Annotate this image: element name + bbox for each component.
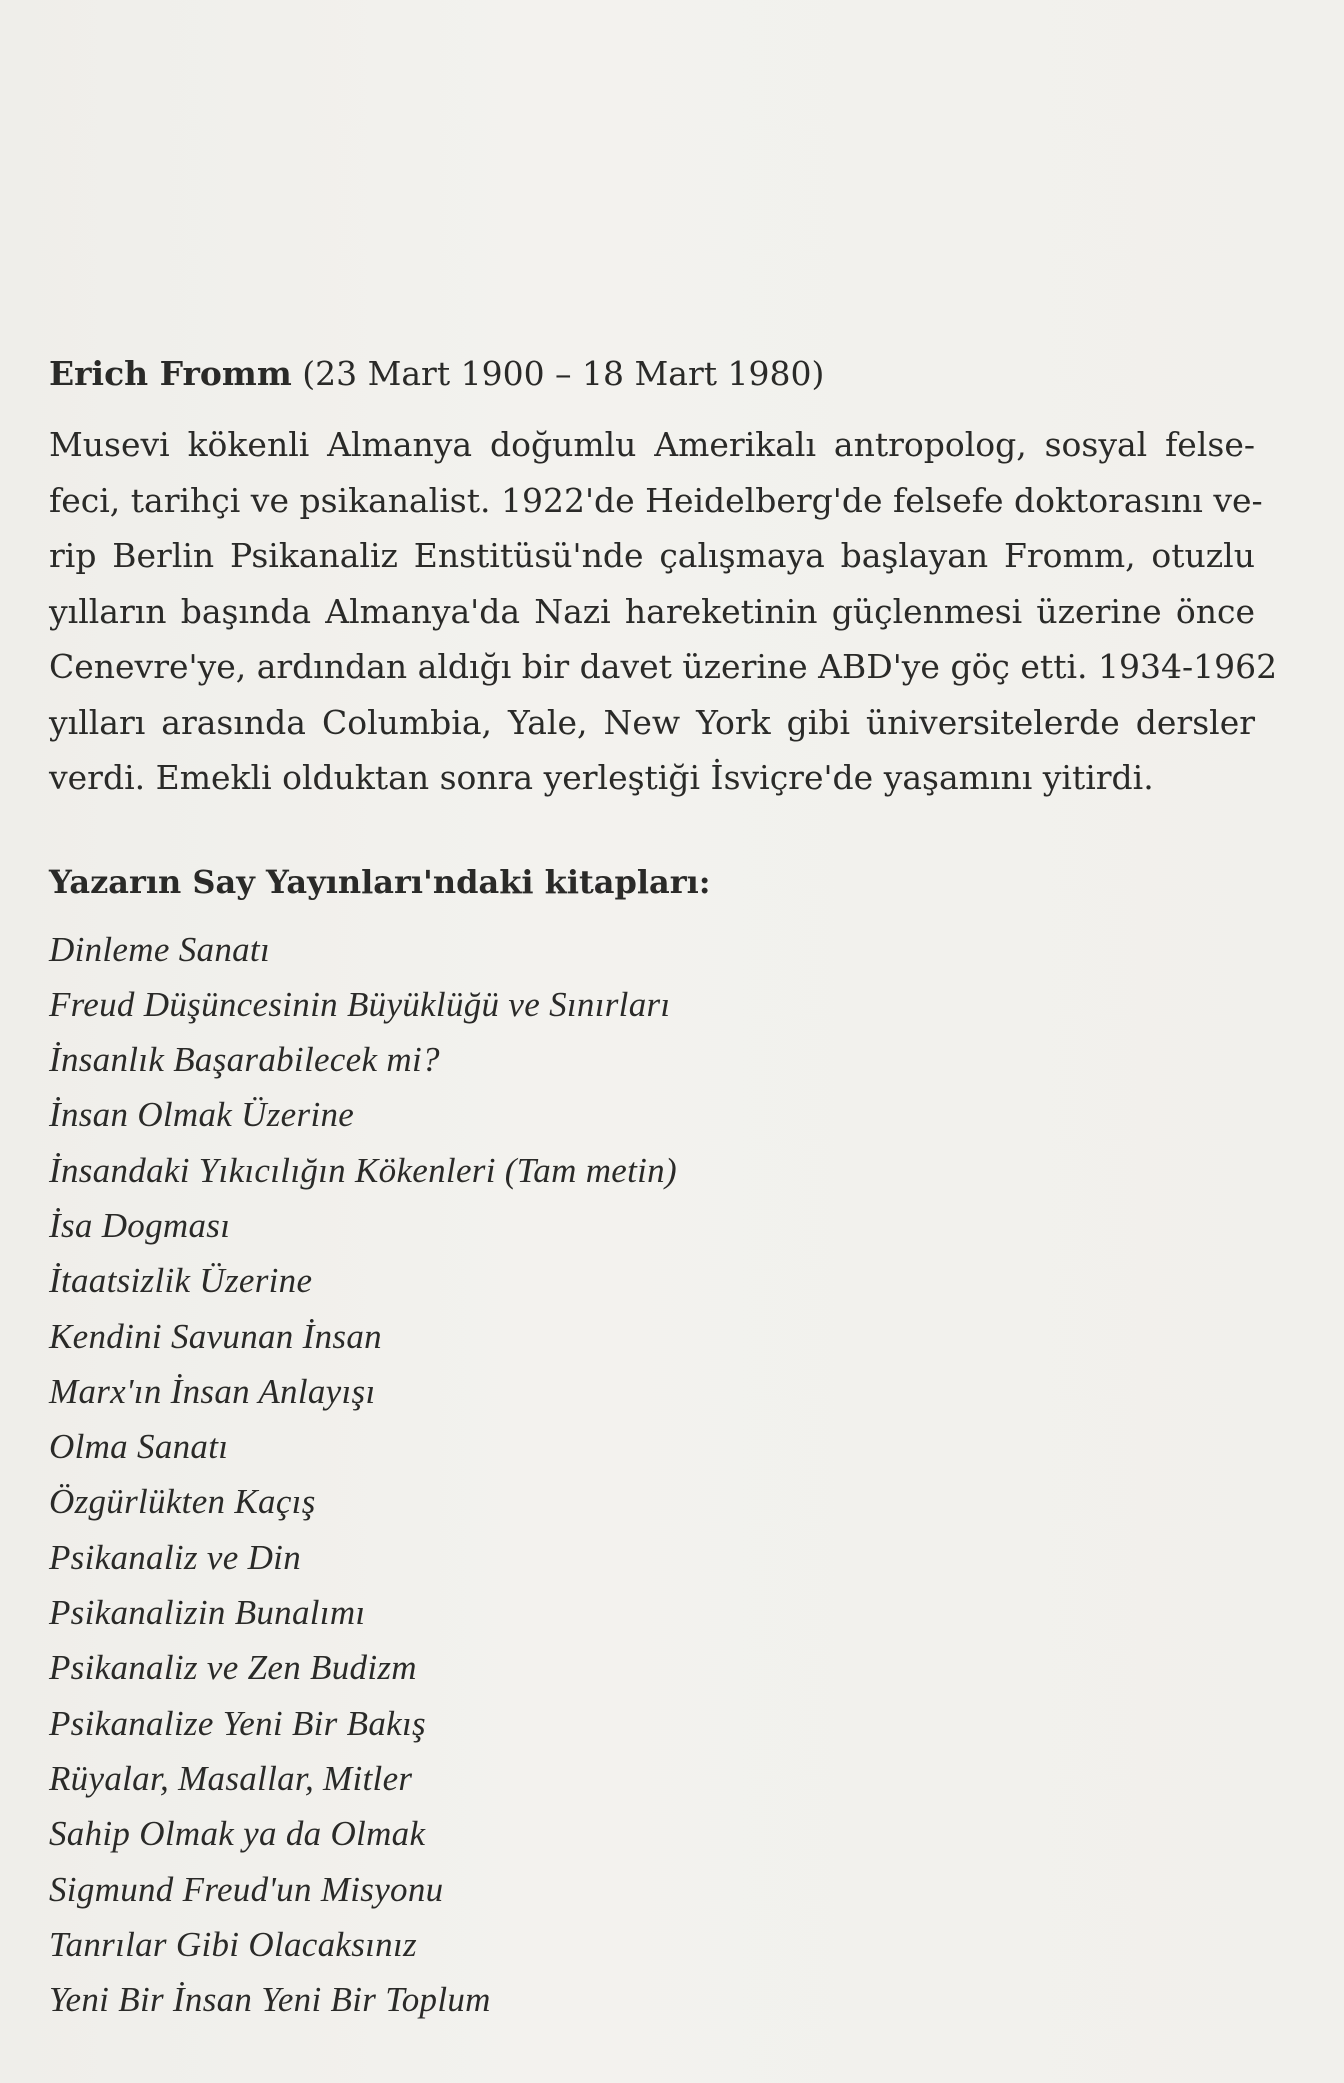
book-title: Sahip Olmak ya da Olmak bbox=[49, 1814, 426, 1854]
bio-line: Musevi kökenli Almanya doğumlu Amerikalı antropolog, sosyal felse- bbox=[49, 425, 1255, 464]
bio-line: Cenevre'ye, ardından aldığı bir davet üzerine ABD'ye göç etti. 1934-1962 bbox=[49, 647, 1278, 686]
book-title: Dinleme Sanatı bbox=[49, 929, 270, 969]
book-title: Tanrılar Gibi Olacaksınız bbox=[49, 1924, 417, 1964]
book-title: İnsandaki Yıkıcılığın Kökenleri (Tam metin) bbox=[49, 1150, 677, 1190]
book-title: Olma Sanatı bbox=[49, 1427, 229, 1467]
book-title: İtaatsizlik Üzerine bbox=[49, 1261, 313, 1301]
book-list bbox=[49, 922, 1255, 2028]
book-title: İnsanlık Başarabilecek mi? bbox=[49, 1040, 440, 1080]
book-title: Psikanalizin Bunalımı bbox=[49, 1593, 366, 1633]
book-title: Özgürlükten Kaçış bbox=[49, 1482, 316, 1522]
book-title: Sigmund Freud'un Misyonu bbox=[49, 1869, 444, 1909]
author-name: Erich Fromm bbox=[49, 354, 292, 393]
bio-line: verdi. Emekli olduktan sonra yerleştiği İsviçre'de yaşamını yitirdi. bbox=[49, 758, 1154, 797]
bio-line: rip Berlin Psikanaliz Enstitüsü'nde çalışmaya başlayan Fromm, otuzlu bbox=[49, 536, 1255, 575]
bio-line: yılları arasında Columbia, Yale, New York gibi üniversitelerde dersler bbox=[49, 702, 1255, 742]
bio-line: feci, tarihçi ve psikanalist. 1922'de Heidelberg'de felsefe doktorasını ve- bbox=[49, 480, 1263, 520]
book-title: Marx'ın İnsan Anlayışı bbox=[49, 1371, 376, 1411]
book-title: Freud Düşüncesinin Büyüklüğü ve Sınırları bbox=[49, 984, 671, 1024]
book-title: İnsan Olmak Üzerine bbox=[49, 1095, 355, 1135]
author-biography bbox=[49, 417, 1278, 806]
book-title: Psikanalize Yeni Bir Bakış bbox=[49, 1703, 426, 1743]
book-title: Kendini Savunan İnsan bbox=[49, 1316, 382, 1356]
author-dates: (23 Mart 1900 – 18 Mart 1980) bbox=[302, 354, 825, 393]
book-title: Rüyalar, Masallar, Mitler bbox=[49, 1758, 413, 1798]
bio-line: yılların başında Almanya'da Nazi hareketinin güçlenmesi üzerine önce bbox=[49, 591, 1255, 631]
book-title: Yeni Bir İnsan Yeni Bir Toplum bbox=[49, 1980, 491, 2020]
book-title: İsa Dogması bbox=[49, 1205, 231, 1245]
book-title: Psikanaliz ve Din bbox=[49, 1537, 301, 1577]
book-title: Psikanaliz ve Zen Budizm bbox=[49, 1648, 417, 1688]
books-heading: Yazarın Say Yayınları'ndaki kitapları: bbox=[49, 862, 711, 901]
page-content bbox=[49, 345, 1278, 2027]
author-heading bbox=[49, 345, 1255, 403]
